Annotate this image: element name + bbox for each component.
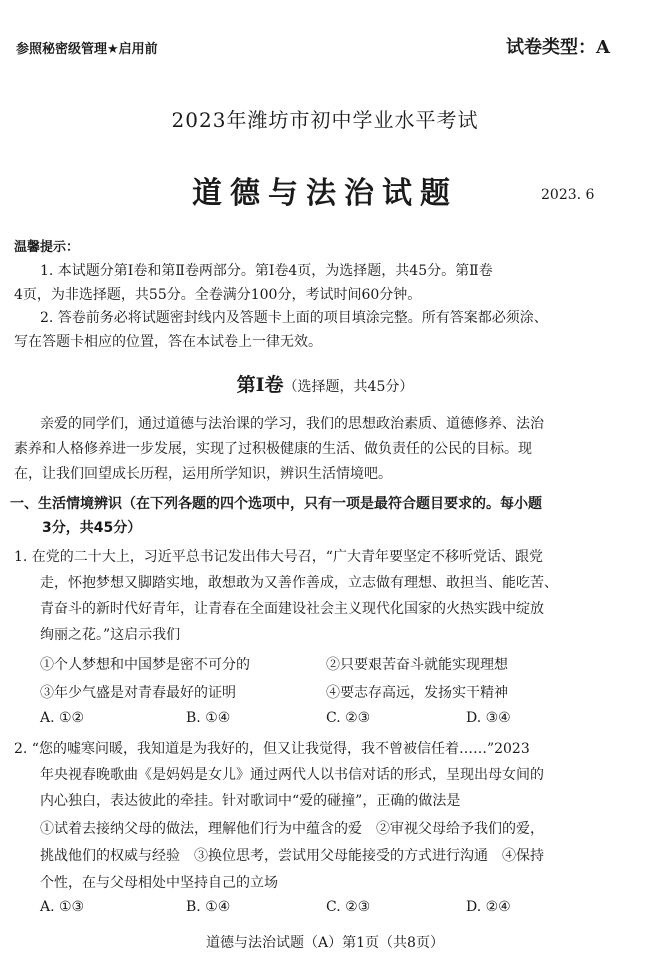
section1-title: 一、生活情境辨识（在下列各题的四个选项中，只有一项是最符合题目要求的。每小题 [10,496,542,512]
q1-statement: ②只要艰苦奋斗就能实现理想 [326,657,508,673]
q1-option-b: B. ①④ [186,710,231,726]
q2-stem-line: 年央视春晚歌曲《是妈妈是女儿》通过两代人以书信对话的形式，呈现出母女间的 [40,767,544,783]
q2-statement-line: ①试着去接纳父母的做法，理解他们行为中蕴含的爱 ②审视父母给予我们的爱， [40,821,544,837]
q2-option-c: C. ②③ [326,899,371,915]
tips-line: 4页，为非选择题，共55分。全卷满分100分，考试时间60分钟。 [14,287,422,303]
part1-title-main: 第Ⅰ卷 [236,374,284,396]
q1-stem-line: 青奋斗的新时代好青年，让青春在全面建设社会主义现代化国家的火热实践中绽放 [40,601,544,617]
q1-statement: ④要志存高远，发扬实干精神 [326,685,508,701]
tips-label: 温馨提示： [14,240,80,255]
q1-option-a: A. ①② [40,710,85,726]
q1-stem-line: 绚丽之花。”这启示我们 [40,627,181,643]
q1-statement: ①个人梦想和中国梦是密不可分的 [40,657,250,673]
q1-stem-line: 走，怀抱梦想又脚踏实地，敢想敢为又善作善成，立志做有理想、敢担当、能吃苦、 [40,575,558,591]
q1-statement: ③年少气盛是对青春最好的证明 [40,685,236,701]
q1-option-c: C. ②③ [326,710,371,726]
q2-option-a: A. ①③ [40,899,85,915]
part1-title [0,370,650,397]
q2-option-d: D. ②④ [466,899,511,915]
part1-subtitle: （选择题，共45分） [283,379,414,395]
paper-type-label: 试卷类型：A [506,37,610,58]
intro-line: 在，让我们回望成长历程，运用所学知识，辨识生活情境吧。 [14,466,392,482]
q1-option-d: D. ③④ [466,710,511,726]
q2-statement-line: 挑战他们的权威与经验 ③换位思考，尝试用父母能接受的方式进行沟通 ④保持 [40,848,544,864]
subject-title: 道德与法治试题 [192,176,458,211]
intro-line: 素养和人格修养进一步发展，实现了过积极健康的生活、做负责任的公民的目标。现 [14,441,532,457]
tips-line: 1. 本试题分第Ⅰ卷和第Ⅱ卷两部分。第Ⅰ卷4页，为选择题，共45分。第Ⅱ卷 [40,263,493,279]
section1-title-cont: 3分，共45分） [42,520,142,536]
q2-statement-line: 个性，在与父母相处中坚持自己的立场 [40,875,278,891]
q2-stem-line: 2. “您的嘘寒问暖，我知道是为我好的，但又让我觉得，我不曾被信任着……”2023 [14,741,530,757]
page-footer: 道德与法治试题（A）第1页（共8页） [206,935,444,951]
intro-line: 亲爱的同学们，通过道德与法治课的学习，我们的思想政治素质、道德修养、法治 [40,416,544,432]
q1-stem-line: 1. 在党的二十大上，习近平总书记发出伟大号召，“广大青年要坚定不移听党话、跟党 [14,549,543,565]
q2-option-b: B. ①④ [186,899,231,915]
tips-line: 写在答题卡相应的位置，答在本试卷上一律无效。 [14,334,322,350]
tips-line: 2. 答卷前务必将试题密封线内及答题卡上面的项目填涂完整。所有答案都必须涂、 [40,310,548,326]
exam-date: 2023. 6 [541,187,595,203]
q2-stem-line: 内心独白，表达彼此的牵挂。针对歌词中“爱的碰撞”，正确的做法是 [40,793,461,809]
confidential-label: 参照秘密级管理★启用前 [16,42,158,57]
exam-title: 2023年潍坊市初中学业水平考试 [171,108,479,132]
